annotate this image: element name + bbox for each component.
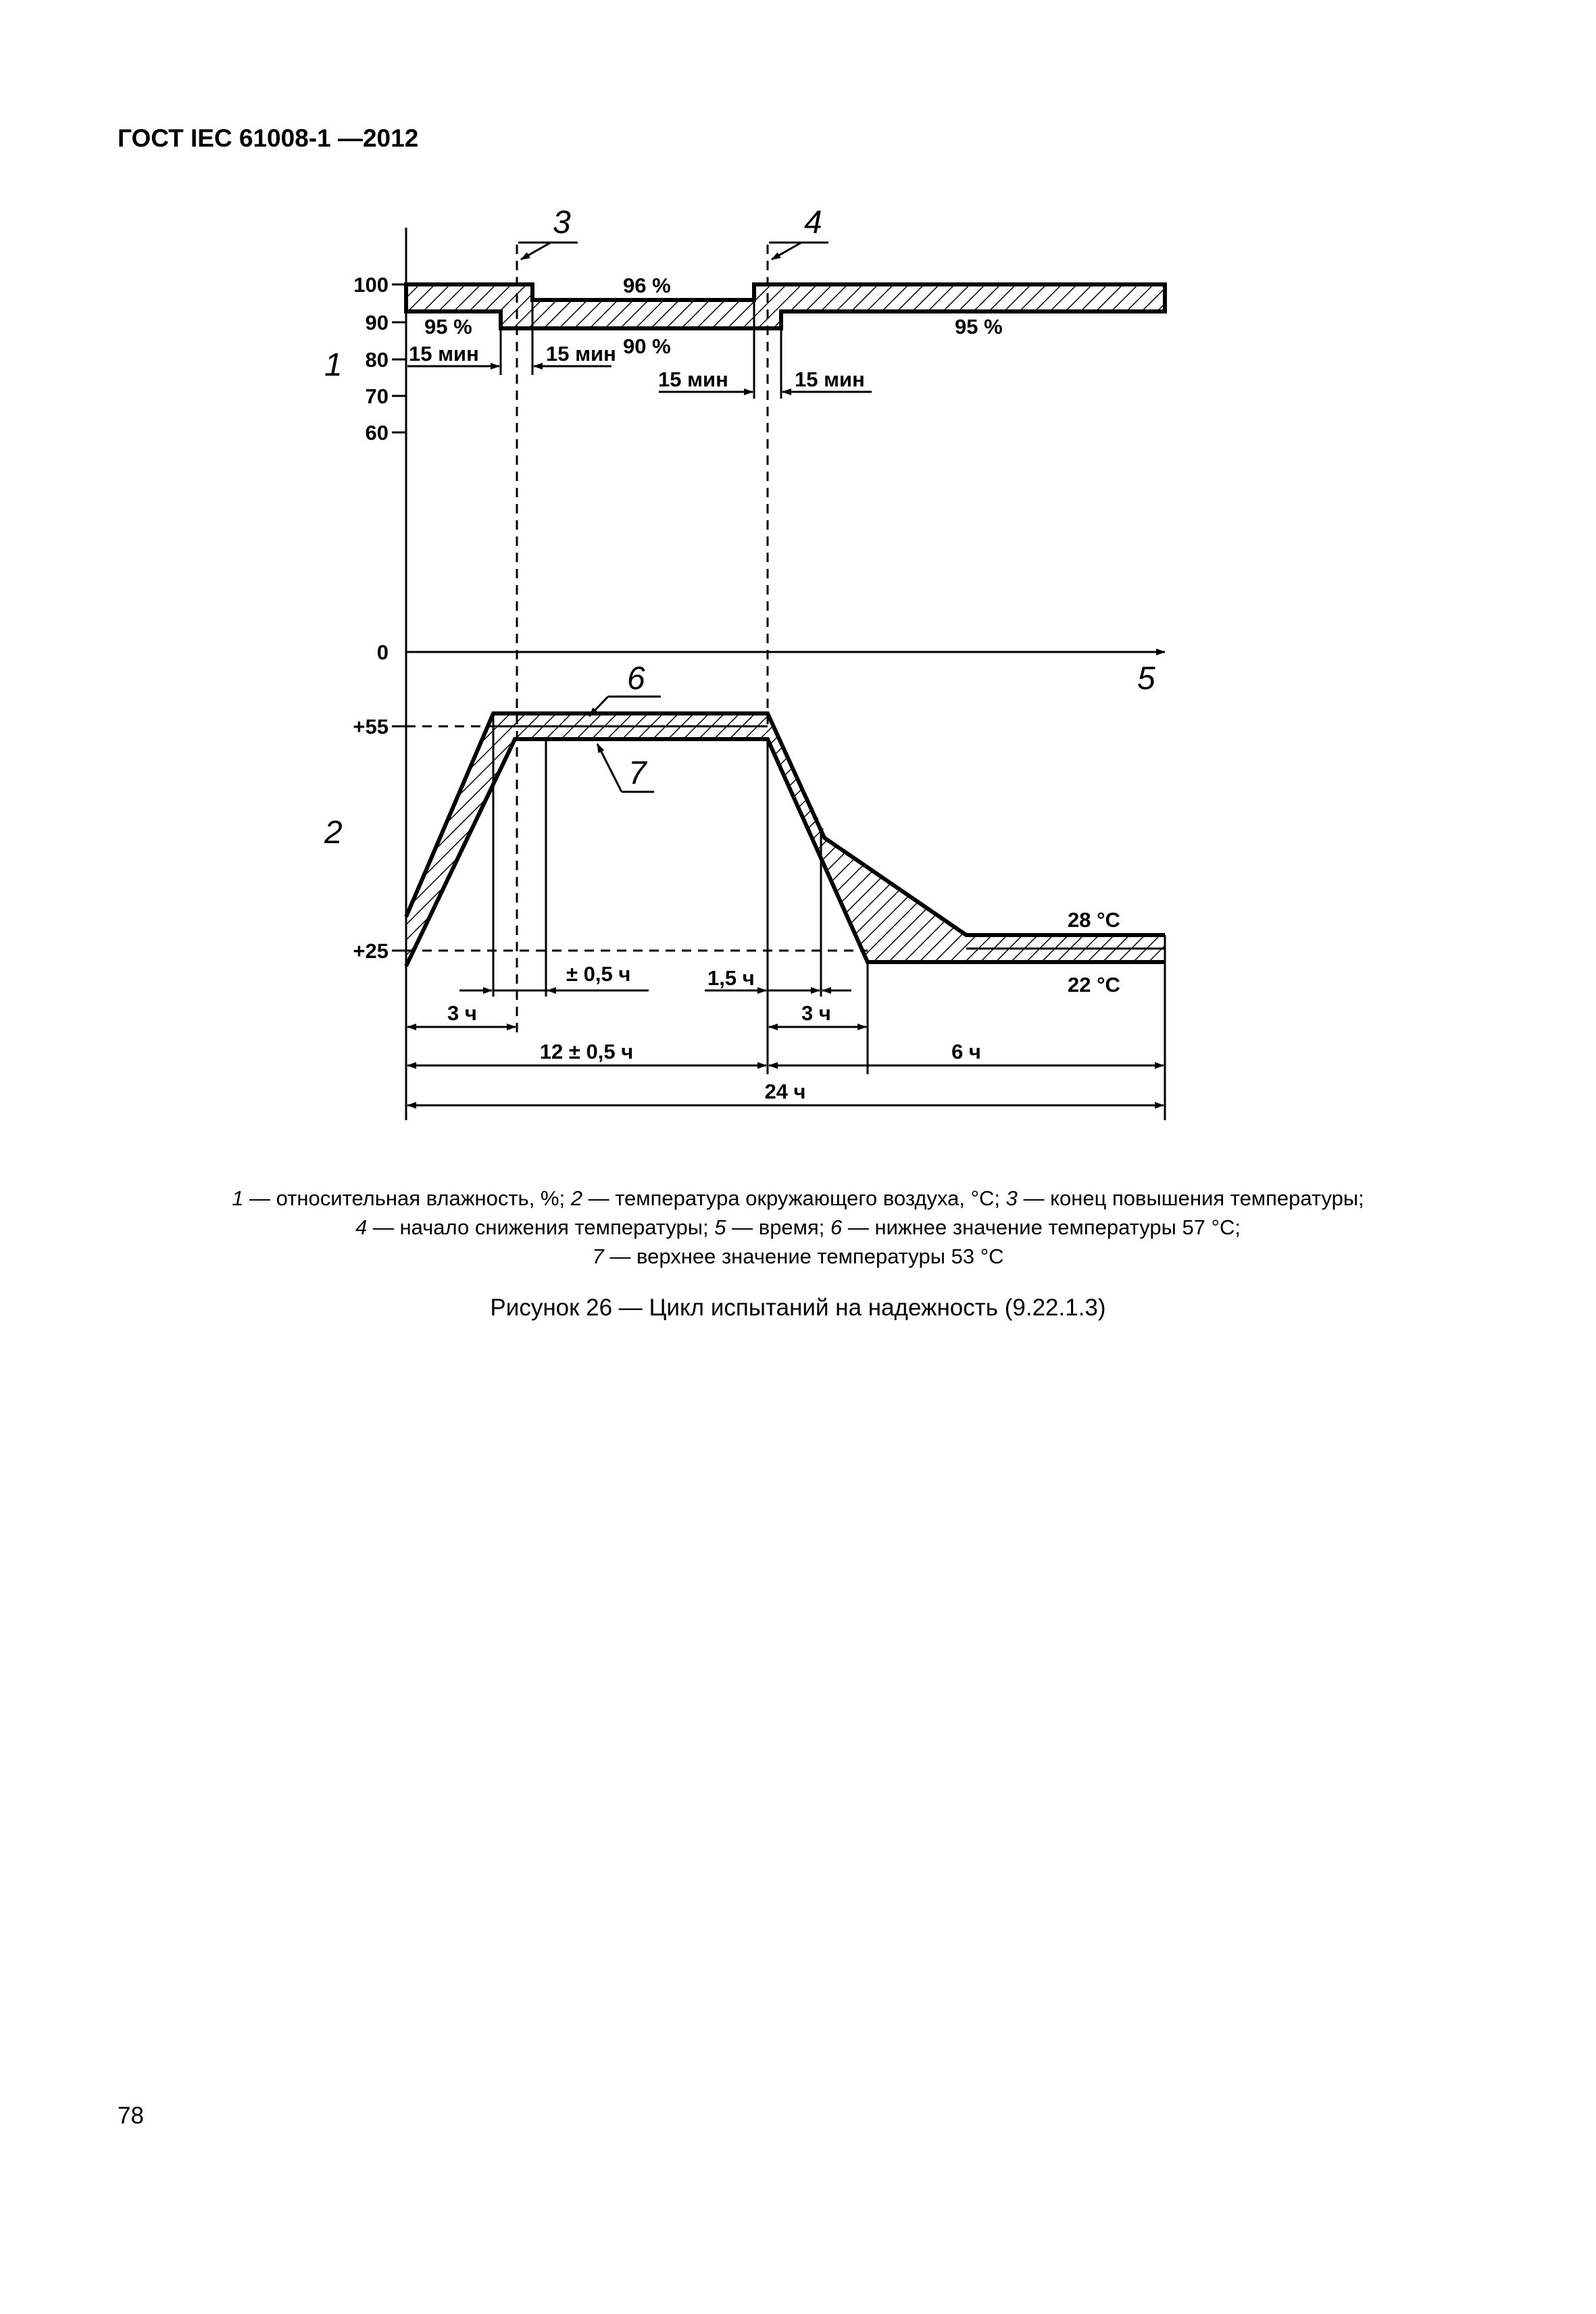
label-6h: 6 ч bbox=[951, 1040, 981, 1063]
temp-profile-lower-limit bbox=[406, 713, 1165, 935]
humidity-ticks bbox=[392, 284, 406, 951]
label-22c: 22 °C bbox=[1068, 973, 1120, 997]
label-96: 96 % bbox=[623, 274, 671, 297]
callout-3-arrow bbox=[521, 243, 551, 259]
standard-header: ГОСТ IEC 61008-1 —2012 bbox=[118, 124, 419, 152]
legend-line-1 bbox=[135, 1184, 1461, 1213]
label-95-right: 95 % bbox=[955, 315, 1003, 338]
label-15min-b: 15 мин bbox=[546, 342, 616, 366]
legend-text-6: — нижнее значение температуры 57 °C; bbox=[842, 1215, 1241, 1239]
label-pm05: ± 0,5 ч bbox=[566, 962, 631, 986]
tick-70: 70 bbox=[365, 384, 389, 408]
legend-text-7: — верхнее значение температуры 53 °C bbox=[603, 1244, 1004, 1268]
tick-90: 90 bbox=[365, 311, 389, 334]
callout-5: 5 bbox=[1137, 661, 1155, 697]
legend-line-3 bbox=[135, 1242, 1461, 1271]
tick-100: 100 bbox=[353, 273, 389, 297]
legend-text-2: — температура окружающего воздуха, °C; bbox=[582, 1186, 1006, 1210]
label-3h-left: 3 ч bbox=[447, 1001, 477, 1025]
label-28c: 28 °C bbox=[1068, 908, 1120, 932]
callout-3: 3 bbox=[553, 205, 571, 241]
callout-6: 6 bbox=[627, 661, 645, 697]
temp-rise-band bbox=[406, 713, 768, 966]
figure-caption: Рисунок 26 — Цикл испытаний на надежность (9.22.1.3) bbox=[490, 1294, 1106, 1321]
legend-num-7: 7 bbox=[592, 1244, 604, 1268]
label-15min-d: 15 мин bbox=[795, 368, 865, 391]
label-3h-right: 3 ч bbox=[801, 1001, 831, 1025]
callout-7: 7 bbox=[628, 755, 647, 791]
label-15h: 1,5 ч bbox=[707, 966, 755, 990]
tick-plus25: +25 bbox=[353, 939, 389, 963]
legend-num-5: 5 bbox=[714, 1215, 726, 1239]
marker-1: 1 bbox=[324, 347, 343, 383]
legend-text-4: — начало снижения температуры; bbox=[367, 1215, 715, 1239]
label-15min-a: 15 мин bbox=[409, 342, 479, 366]
legend-text-5: — время; bbox=[726, 1215, 831, 1239]
callout-4: 4 bbox=[804, 205, 822, 241]
legend-num-3: 3 bbox=[1005, 1186, 1018, 1210]
humidity-band bbox=[406, 284, 1165, 328]
label-12h: 12 ± 0,5 ч bbox=[539, 1040, 634, 1063]
label-15min-c: 15 мин bbox=[658, 368, 728, 391]
legend-num-1: 1 bbox=[232, 1186, 244, 1210]
label-95-left: 95 % bbox=[424, 315, 472, 338]
label-90: 90 % bbox=[623, 334, 671, 358]
tick-80: 80 bbox=[365, 348, 389, 372]
tick-60: 60 bbox=[365, 421, 389, 445]
legend-line-2 bbox=[135, 1213, 1461, 1242]
page-number: 78 bbox=[118, 2103, 144, 2129]
legend-text-3: — конец повышения температуры; bbox=[1017, 1186, 1364, 1210]
figure-legend bbox=[135, 1184, 1461, 1271]
label-24h: 24 ч bbox=[764, 1080, 806, 1103]
legend-num-6: 6 bbox=[830, 1215, 843, 1239]
legend-num-2: 2 bbox=[570, 1186, 582, 1210]
callout-4-arrow bbox=[772, 243, 801, 259]
callout-7-arrow bbox=[597, 744, 622, 792]
legend-text-1: — относительная влажность, %; bbox=[243, 1186, 571, 1210]
tick-plus55: +55 bbox=[353, 715, 389, 738]
marker-2: 2 bbox=[324, 815, 343, 851]
legend-num-4: 4 bbox=[355, 1215, 368, 1239]
tick-zero: 0 bbox=[376, 640, 389, 664]
